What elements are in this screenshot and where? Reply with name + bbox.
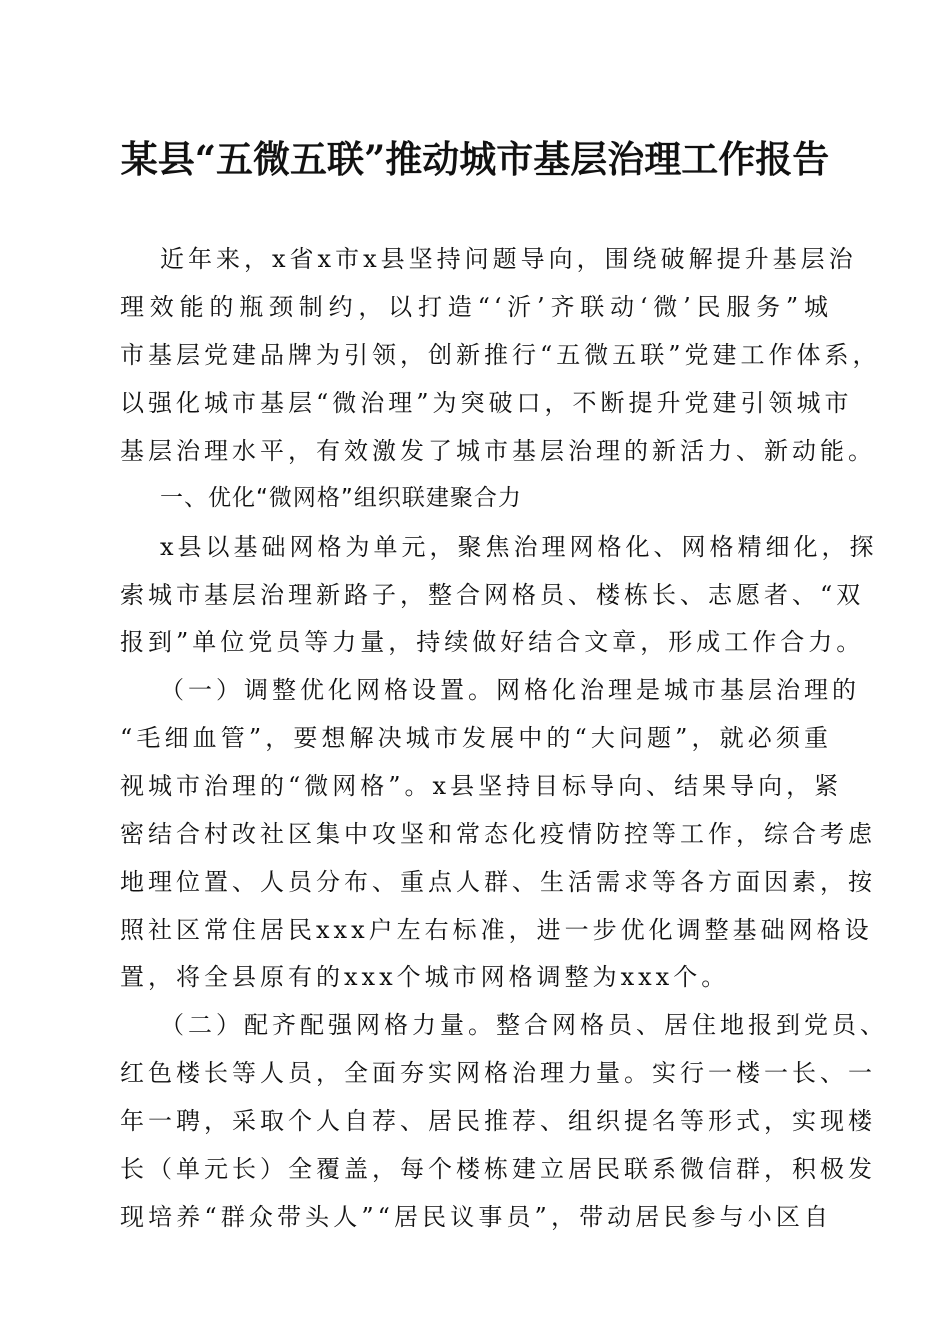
- section1-line-1: x县以基础网格为单元，聚焦治理网格化、网格精细化，探: [160, 533, 878, 561]
- sub1-line-3: 视城市治理的“微网格”。x县坚持目标导向、结果导向，紧: [120, 772, 843, 800]
- sub1-line-4: 密结合村改社区集中攻坚和常态化疫情防控等工作，综合考虑: [120, 820, 876, 848]
- intro-line-5: 基层治理水平，有效激发了城市基层治理的新活力、新动能。: [120, 437, 876, 465]
- sub1-line-2: “毛细血管”，要想解决城市发展中的“大问题”，就必须重: [120, 724, 832, 752]
- document-title: 某县“五微五联”推动城市基层治理工作报告: [120, 137, 830, 181]
- sub1-line-1: （一）调整优化网格设置。网格化治理是城市基层治理的: [160, 676, 860, 704]
- sub2-line-1: （二）配齐配强网格力量。整合网格员、居住地报到党员、: [160, 1011, 888, 1039]
- section1-line-2: 索城市基层治理新路子，整合网格员、楼栋长、志愿者、“双: [120, 581, 865, 609]
- sub1-line-7: 置，将全县原有的xxx个城市网格调整为xxx个。: [120, 963, 730, 991]
- intro-line-1: 近年来，x省x市x县坚持问题导向，围绕破解提升基层治: [160, 245, 857, 273]
- sub1-line-5: 地理位置、人员分布、重点人群、生活需求等各方面因素，按: [120, 868, 876, 896]
- intro-line-3: 市基层党建品牌为引领，创新推行“五微五联”党建工作体系，: [120, 341, 881, 369]
- intro-line-4: 以强化城市基层“微治理”为突破口，不断提升党建引领城市: [120, 389, 853, 417]
- sub2-line-3: 年一聘，采取个人自荐、居民推荐、组织提名等形式，实现楼: [120, 1107, 876, 1135]
- sub1-line-6: 照社区常住居民xxx户左右标准，进一步优化调整基础网格设: [120, 916, 873, 944]
- sub2-line-2: 红色楼长等人员，全面夯实网格治理力量。实行一楼一长、一: [120, 1059, 876, 1087]
- intro-line-2: 理效能的瓶颈制约，以打造“‘沂’齐联动‘微’民服务”城: [120, 293, 832, 321]
- section1-line-3: 报到”单位党员等力量，持续做好结合文章，形成工作合力。: [120, 628, 865, 656]
- sub2-line-5: 现培养“群众带头人”“居民议事员”，带动居民参与小区自: [120, 1203, 832, 1231]
- section-heading-1: 一、优化“微网格”组织联建聚合力: [160, 485, 522, 511]
- sub2-line-4: 长（单元长）全覆盖，每个楼栋建立居民联系微信群，积极发: [120, 1155, 876, 1183]
